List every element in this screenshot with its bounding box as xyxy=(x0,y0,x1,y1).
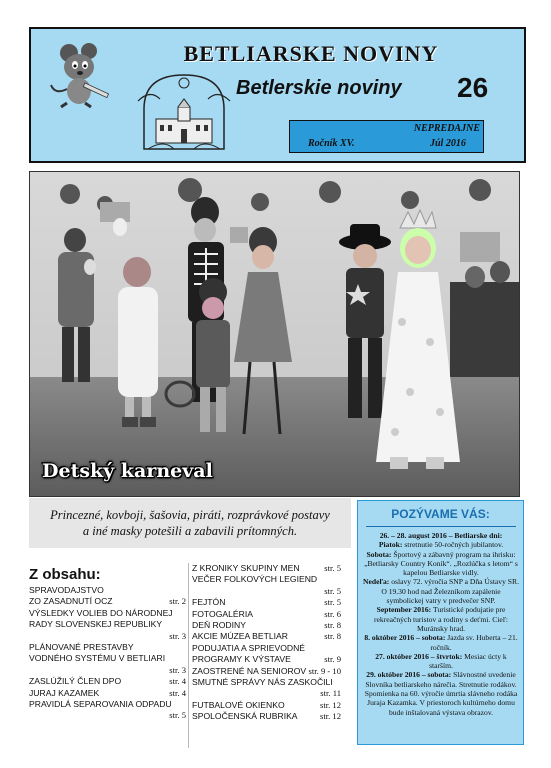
invite-event-text: Turistické podujatie pre rekreačných turistov a rodiny s deťmi. Cieľ: Muránsky hrad. xyxy=(374,605,508,633)
tagline-line-2: a iné masky potešili a zabavili prítomných. xyxy=(82,524,298,538)
contents-item-label: RADY SLOVENSKEJ REPUBLIKY xyxy=(29,619,163,630)
contents-heading: Z obsahu: xyxy=(29,566,101,583)
contents-item-page: str. 9 - 10 xyxy=(308,665,341,676)
contents-item-page: str. 8 xyxy=(324,631,341,642)
contents-item-page: str. 5 xyxy=(324,597,341,608)
invite-event-date: Piatok: xyxy=(378,540,405,550)
contents-item-page: str. 3 xyxy=(169,630,186,641)
contents-item-label: FEJTÓN xyxy=(192,597,226,608)
invite-event-text: O 19.30 hod nad Železníkom zapálenie symbolickej vatry v predvečer SNP. xyxy=(381,586,501,606)
invite-rule xyxy=(366,526,516,527)
contents-item-label: SPRAVODAJSTVO xyxy=(29,585,104,595)
invite-event xyxy=(363,605,519,633)
cover-photo xyxy=(29,171,520,497)
invite-event-date: 29. október 2016 – sobota: xyxy=(366,670,454,680)
contents-item xyxy=(29,619,186,630)
contents-item-label: ZO ZASADNUTÍ OCZ xyxy=(29,596,113,607)
contents-item xyxy=(192,620,341,631)
contents-item xyxy=(192,563,341,574)
newspaper-subtitle: Betlerskie noviny xyxy=(236,77,402,99)
contents-column-2 xyxy=(192,563,341,722)
contents-item-page: str. 5 xyxy=(169,710,186,721)
contents-item-page: str. 4 xyxy=(169,687,186,698)
invite-event-text: oslavy 72. výročia SNP a Dňa Ústavy SR. xyxy=(391,577,519,587)
newspaper-title: BETLIARSKE NOVINY xyxy=(183,41,439,66)
contents-item xyxy=(192,700,341,711)
photo-tagline xyxy=(29,498,351,548)
invite-event-date: 27. október 2016 – štvrtok: xyxy=(375,651,465,661)
contents-item-page: str. 12 xyxy=(319,699,341,710)
contents-item xyxy=(192,711,341,722)
contents-item-label: JURAJ KAZAMEK xyxy=(29,687,100,698)
contents-item-label: ZAOSTRENÉ NA SENIOROV xyxy=(192,665,307,676)
contents-item-label: PLÁNOVANÉ PRESTAVBY xyxy=(29,641,134,652)
contents-item xyxy=(29,596,186,607)
not-for-sale-label: NEPREDAJNE xyxy=(413,123,480,134)
invite-event xyxy=(363,587,519,606)
contents-item xyxy=(29,699,186,710)
contents-item-label: FOTOGALÉRIA xyxy=(192,608,253,619)
invite-event-text: Mesiac úcty k starším. xyxy=(429,651,507,671)
issue-date: Júl 2016 xyxy=(430,138,466,149)
invite-event xyxy=(363,670,519,716)
contents-item-page: str. 4 xyxy=(169,676,186,687)
contents-item xyxy=(192,688,341,699)
contents-item-label: DEŇ RODINY xyxy=(192,619,246,630)
contents-item xyxy=(192,586,341,597)
contents-item-label: Z KRONIKY SKUPINY MEN xyxy=(192,563,300,573)
contents-item-label: ZASLÚŽILÝ ČLEN DPO xyxy=(29,676,122,687)
contents-item-label: PODUJATIA A SPRIEVODNÉ xyxy=(192,642,306,653)
contents-item-page: str. 5 xyxy=(324,585,341,596)
contents-item-page: str. 6 xyxy=(324,608,341,619)
invite-event-date: Sobota: xyxy=(366,549,394,559)
contents-item xyxy=(192,654,341,665)
contents-item-label: PROGRAMY K VÝSTAVE xyxy=(192,654,291,665)
invite-event-text: Športový a zábavný program na ihrisku: „Betliarsky Country Koník“. „Rozlúčka s letom“ s kapelou Betliarske vidly. xyxy=(364,549,518,578)
contents-item-page: str. 5 xyxy=(324,563,341,573)
events-invite-box xyxy=(357,500,524,745)
contents-item xyxy=(192,597,341,608)
castle-crest-icon xyxy=(134,69,234,154)
contents-item xyxy=(29,688,186,699)
contents-divider xyxy=(188,563,189,748)
contents-item xyxy=(29,676,186,687)
invite-event-date: 26. – 28. august 2016 – Betliarske dni: xyxy=(379,531,503,540)
contents-item-label: SPOLOČENSKÁ RUBRIKA xyxy=(192,711,298,722)
contents-item xyxy=(29,631,186,642)
contents-item-page: str. 11 xyxy=(320,688,341,699)
contents-item-label: VODNÉHO SYSTÉMU V BETLIARI xyxy=(29,653,166,664)
contents-item xyxy=(192,631,341,642)
invite-event-date: 8. október 2016 – sobota: xyxy=(364,633,448,643)
contents-item-page: str. 8 xyxy=(324,619,341,630)
contents-item-page: str. 9 xyxy=(324,654,341,665)
contents-item xyxy=(29,642,186,653)
issue-info-box xyxy=(289,120,484,153)
invite-event-text: Slávnostné uvedenie Slovníka betliarskeho nárečia. Stretnutie rodákov. Spomienka na 60. výročie úmrtia slávneho rodáka Juraja Kazamka. V priestoroch kultúrneho domu bude inštalovaná výstava obrazov. xyxy=(364,670,518,717)
invite-events-list xyxy=(363,531,519,717)
contents-item xyxy=(192,574,341,585)
contents-item xyxy=(192,609,341,620)
contents-item xyxy=(192,666,341,677)
invite-event xyxy=(363,577,519,586)
contents-item-label: VEČER FOLKOVÝCH LEGIEND xyxy=(192,574,318,585)
invite-event-date: Nedeľa: xyxy=(363,577,392,587)
invite-event xyxy=(363,652,519,671)
contents-item xyxy=(192,677,341,688)
invite-event xyxy=(363,550,519,578)
invite-event-text: stretnutie 50-ročných jubilantov. xyxy=(404,540,504,550)
contents-item-label: AKCIE MÚZEA BETLIAR xyxy=(192,631,288,642)
tagline-line-1: Princezné, kovboji, šašovia, piráti, rozprávkové postavy xyxy=(50,508,330,522)
volume-label: Ročník XV. xyxy=(308,138,355,149)
photo-caption: Detský karneval xyxy=(42,460,213,482)
contents-item-page: str. 3 xyxy=(169,664,186,675)
invite-heading: POZÝVAME VÁS: xyxy=(391,507,490,521)
contents-item-label: SMUTNÉ SPRÁVY NÁS ZASKOČILI xyxy=(192,676,333,687)
contents-item xyxy=(29,653,186,664)
contents-item xyxy=(29,585,186,596)
contents-item xyxy=(29,665,186,676)
invite-event-text: Jazda sv. Huberta – 21. ročník. xyxy=(430,633,518,652)
contents-item xyxy=(29,710,186,721)
contents-item xyxy=(192,643,341,654)
contents-item-label: FUTBALOVÉ OKIENKO xyxy=(192,699,285,710)
invite-event xyxy=(363,540,519,549)
masthead xyxy=(29,27,526,163)
issue-number: 26 xyxy=(457,72,489,103)
invite-event-date: September 2016: xyxy=(376,605,434,615)
carnival-photo-image xyxy=(30,172,520,497)
contents-item-page: str. 2 xyxy=(169,596,186,607)
mouse-mascot-icon xyxy=(45,39,117,111)
contents-item-label: PRAVIDLÁ SEPAROVANIA ODPADU xyxy=(29,698,172,709)
invite-event xyxy=(363,531,519,540)
invite-event xyxy=(363,633,519,652)
contents-column-1 xyxy=(29,585,186,722)
contents-item-label: VÝSLEDKY VOLIEB DO NÁRODNEJ xyxy=(29,607,173,618)
contents-item-page: str. 12 xyxy=(319,711,341,722)
contents-item xyxy=(29,608,186,619)
